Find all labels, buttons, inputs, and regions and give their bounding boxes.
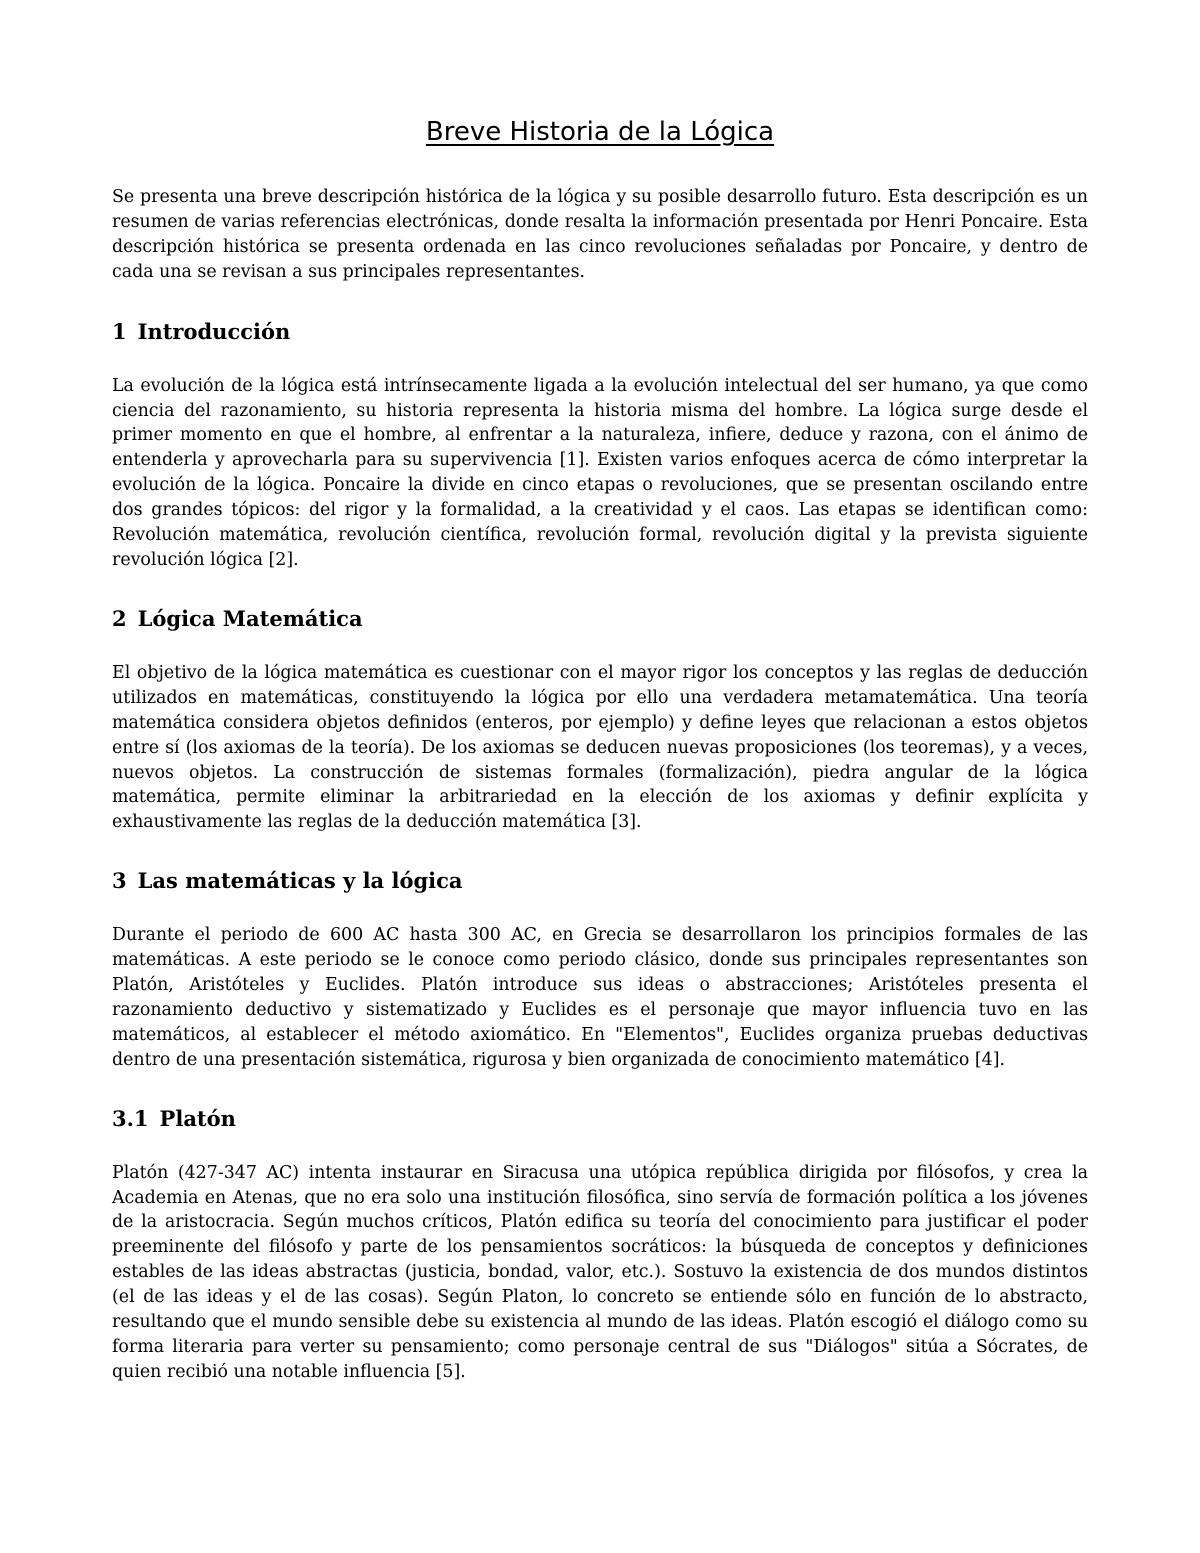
section-number: 3.1 — [112, 1105, 149, 1131]
section-heading-introduccion — [112, 318, 1088, 346]
section-body-matematicas-logica: Durante el periodo de 600 AC hasta 300 AC, en Grecia se desarrollaron los principios formales de las matemáticas. A este periodo se le conoce como periodo clásico, donde sus principales representantes son Platón, Aristóteles y Euclides. Platón introduce sus ideas o abstracciones; Aristóteles presenta el razonamiento deductivo y sistematizado y Euclides es el personaje que mayor influencia tuvo en las matemáticos, al establecer el método axiomático. En "Elementos", Euclides organiza pruebas deductivas dentro de una presentación sistemática, rigurosa y bien organizada de conocimiento matemático [4]. — [112, 925, 1088, 1070]
document-title: Breve Historia de la Lógica — [425, 117, 775, 147]
intro-paragraph: Se presenta una breve descripción histórica de la lógica y su posible desarrollo futuro. Esta descripción es un resumen de varias referencias electrónicas, donde resalta la información presentada por Henri Poncaire. Esta descripción histórica se presenta ordenada en las cinco revoluciones señaladas por Poncaire, y dentro de cada una se revisan a sus principales representantes. — [112, 187, 1088, 282]
subsection-heading-platon — [112, 1105, 1088, 1133]
section-title: Introducción — [137, 318, 291, 344]
section-title: Platón — [159, 1105, 236, 1131]
section-heading-logica-matematica — [112, 605, 1088, 633]
section-number: 3 — [112, 868, 127, 894]
document-page — [112, 112, 1088, 1385]
section-body-introduccion: La evolución de la lógica está intrínsecamente ligada a la evolución intelectual del ser humano, ya que como ciencia del razonamiento, su historia representa la historia misma del hombre. La lógica surge desde el primer momento en que el hombre, al enfrentar a la naturaleza, infiere, deduce y razona, con el ánimo de entenderla y aprovecharla para su supervivencia [1]. Existen varios enfoques acerca de cómo interpretar la evolución de la lógica. Poncaire la divide en cinco etapas o revoluciones, que se presentan oscilando entre dos grandes tópicos: del rigor y la formalidad, a la creatividad y el caos. Las etapas se identifican como: Revolución matemática, revolución científica, revolución formal, revolución digital y la prevista siguiente revolución lógica [2]. — [112, 375, 1088, 570]
section-number: 1 — [112, 318, 127, 344]
section-heading-matematicas-logica — [112, 867, 1088, 895]
section-body-logica-matematica: El objetivo de la lógica matemática es cuestionar con el mayor rigor los conceptos y las reglas de deducción utilizados en matemáticas, constituyendo la lógica por ello una verdadera metamatemática. Una teoría matemática considera objetos definidos (enteros, por ejemplo) y define leyes que relacionan a estos objetos entre sí (los axiomas de la teoría). De los axiomas se deducen nuevas proposiciones (los teoremas), y a veces, nuevos objetos. La construcción de sistemas formales (formalización), piedra angular de la lógica matemática, permite eliminar la arbitrariedad en la elección de los axiomas y definir explícita y exhaustivamente las reglas de la deducción matemática [3]. — [112, 662, 1088, 833]
section-title: Las matemáticas y la lógica — [137, 868, 463, 894]
section-number: 2 — [112, 605, 127, 631]
section-title: Lógica Matemática — [137, 605, 363, 631]
section-body-platon: Platón (427-347 AC) intenta instaurar en Siracusa una utópica república dirigida por filósofos, y crea la Academia en Atenas, que no era solo una institución filosófica, sino servía de formación política a los jóvenes de la aristocracia. Según muchos críticos, Platón edifica su teoría del conocimiento para justificar el poder preeminente del filósofo y parte de los pensamientos socráticos: la búsqueda de conceptos y definiciones estables de las ideas abstractas (justicia, bondad, valor, etc.). Sostuvo la existencia de dos mundos distintos (el de las ideas y el de las cosas). Según Platon, lo concreto se entiende sólo en función de lo abstracto, resultando que el mundo sensible debe su existencia al mundo de las ideas. Platón escogió el diálogo como su forma literaria para verter su pensamiento; como personaje central de sus "Diálogos" sitúa a Sócrates, de quien recibió una notable influencia [5]. — [112, 1162, 1088, 1382]
